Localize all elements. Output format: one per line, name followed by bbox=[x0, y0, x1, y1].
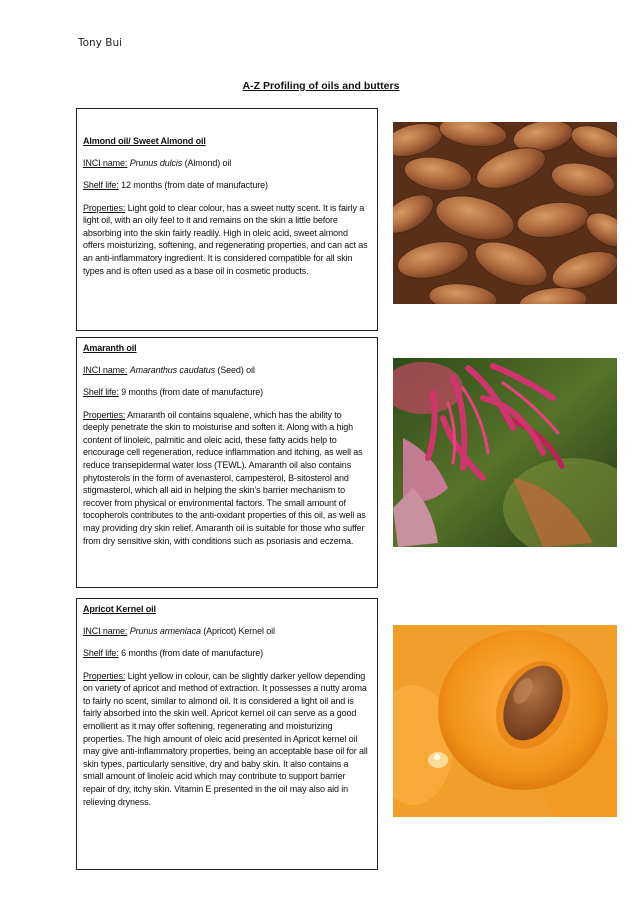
author-name: Tony Bui bbox=[78, 37, 123, 49]
properties-label: Properties: bbox=[83, 409, 126, 420]
entry-box-apricot-kernel bbox=[76, 598, 378, 870]
inci-latin-name: Prunus dulcis bbox=[129, 158, 183, 169]
entry-box-amaranth bbox=[76, 337, 378, 588]
properties-paragraph bbox=[83, 670, 369, 809]
entry-box-almond bbox=[76, 108, 378, 331]
amaranth-photo bbox=[393, 358, 617, 547]
entry-name: Apricot Kernel oil bbox=[83, 604, 156, 614]
inci-suffix: (Almond) oil bbox=[184, 158, 232, 169]
shelf-life-label: Shelf life: bbox=[83, 648, 119, 659]
inci-line bbox=[83, 364, 369, 377]
properties-text: Amaranth oil contains squalene, which has the ability to deeply penetrate the skin to moisturise and soften it. Along with a high content of linoleic, palmitic and oleic acid, these fatty acids help to encourage cell regeneration, reduce inflammation and itching, as well as reduce transepidermal water loss (TEWL). Amaranth oil also contains phytosterols in the form of avenasterol, campesterol, B-sitosterol and stigmasterol, which all aid in helping the skin’s barrier mechanism to recover from physical or environmental factors. The small amount of tocopherols contributes to the anti-oxidant properties of this oil, as well as may providing dry skin relief. Amaranth oil is suitable for those who suffer from dry sensitive skin, with conditions such as psoriasis and eczema. bbox=[83, 409, 366, 546]
shelf-life-line bbox=[83, 179, 369, 192]
shelf-life-value: 12 months (from date of manufacture) bbox=[121, 180, 268, 191]
properties-label: Properties: bbox=[83, 670, 126, 681]
apricot-photo bbox=[393, 625, 617, 817]
shelf-life-value: 6 months (from date of manufacture) bbox=[121, 648, 263, 659]
shelf-life-label: Shelf life: bbox=[83, 180, 119, 191]
properties-text: Light yellow in colour, can be slightly darker yellow depending on variety of apricot and method of extraction. It possesses a nutty aroma to fairly no scent, similar to almond oil. It is considered a light oil and is fairly absorbed into the skin well. Apricot kernel oil can serve as a good emollient as it may offer softening, regenerating and moisturizing properties. The high amount of oleic acid presented in Apricot kernel oil may give anti-inflammatory properties, being an acceptable base oil for all skin types, particularly sensitive, dry and baby skin. It also contains a small amount of linoleic acid which may contribute to support barrier repair of dry, itchy skin. Vitamin E presented in the oil may also aid in relieving dryness. bbox=[83, 670, 368, 807]
entry-name: Amaranth oil bbox=[83, 343, 137, 353]
shelf-life-label: Shelf life: bbox=[83, 387, 119, 398]
shelf-life-value: 9 months (from date of manufacture) bbox=[121, 387, 263, 398]
document-title: A-Z Profiling of oils and butters bbox=[242, 80, 400, 92]
inci-label: INCI name: bbox=[83, 365, 128, 376]
inci-line bbox=[83, 625, 369, 638]
inci-latin-name: Amaranthus caudatus bbox=[129, 365, 215, 376]
properties-text: Light gold to clear colour, has a sweet nutty scent. It is fairly a light oil, with an oily feel to it and remains on the skin a little before absorbing into the skin fairly readily. High in oleic acid, sweet almond offers moisturizing, softening, and regenerating properties, and can act as an anti-inflammatory ingredient. It is considered compatible for all skin types and is often used as a base oil in cosmetic products. bbox=[83, 202, 368, 276]
inci-latin-name: Prunus armeniaca bbox=[129, 626, 201, 637]
inci-suffix: (Seed) oil bbox=[217, 365, 255, 376]
almonds-photo bbox=[393, 122, 617, 304]
inci-label: INCI name: bbox=[83, 626, 128, 637]
properties-paragraph bbox=[83, 202, 369, 278]
properties-label: Properties: bbox=[83, 202, 126, 213]
inci-label: INCI name: bbox=[83, 158, 128, 169]
shelf-life-line bbox=[83, 386, 369, 399]
shelf-life-line bbox=[83, 647, 369, 660]
inci-suffix: (Apricot) Kernel oil bbox=[203, 626, 275, 637]
inci-line bbox=[83, 157, 369, 170]
properties-paragraph bbox=[83, 409, 369, 548]
entry-name: Almond oil/ Sweet Almond oil bbox=[83, 136, 206, 146]
